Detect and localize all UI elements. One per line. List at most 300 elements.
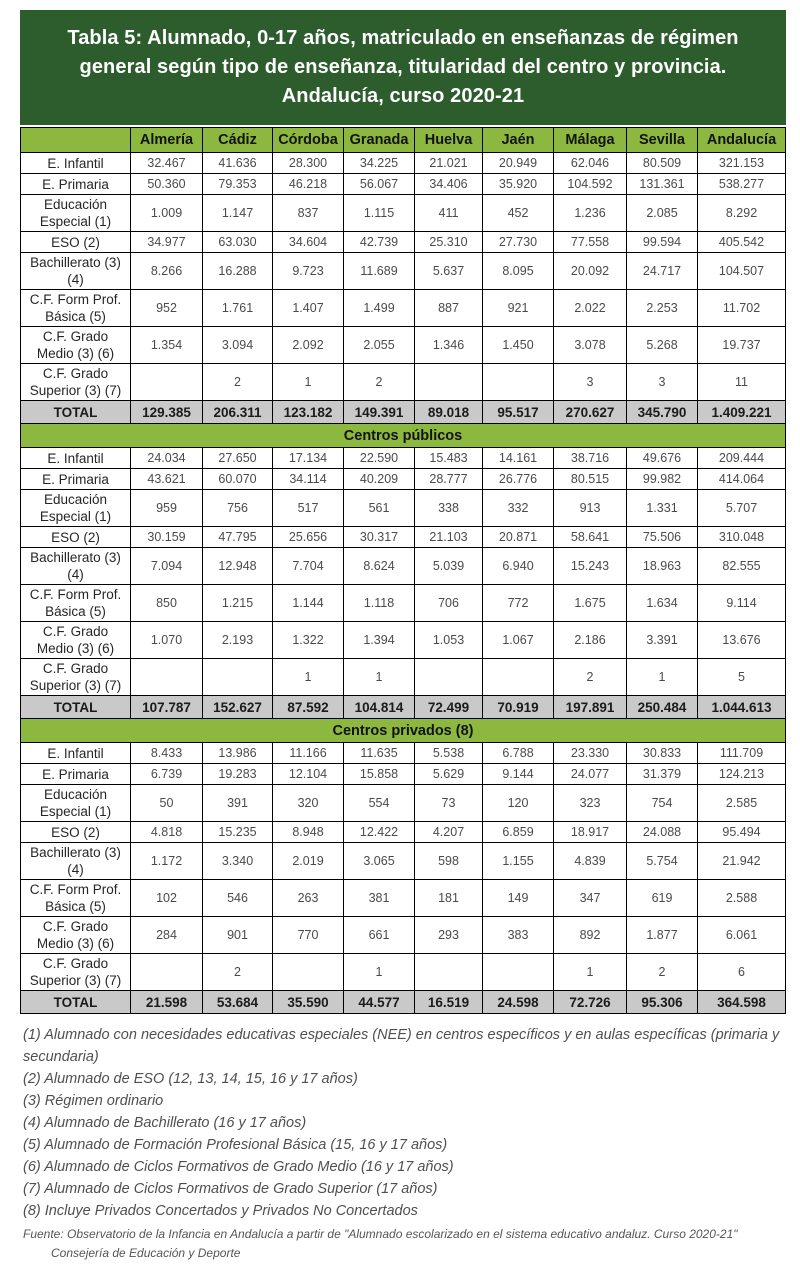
total-label: TOTAL <box>21 991 131 1014</box>
value-cell: 12.422 <box>344 822 415 843</box>
footnote: (6) Alumnado de Ciclos Formativos de Grado Medio (16 y 17 años) <box>23 1159 454 1176</box>
value-cell: 24.077 <box>554 764 627 785</box>
value-cell: 7.704 <box>273 548 344 585</box>
value-cell: 2 <box>554 659 627 696</box>
row-label: ESO (2) <box>21 527 131 548</box>
value-cell: 1.172 <box>131 843 203 880</box>
value-cell: 11.166 <box>273 743 344 764</box>
total-label: TOTAL <box>21 696 131 719</box>
value-cell: 18.917 <box>554 822 627 843</box>
value-cell: 28.300 <box>273 153 344 174</box>
value-cell: 405.542 <box>698 232 786 253</box>
value-cell: 2.092 <box>273 327 344 364</box>
value-cell: 11.635 <box>344 743 415 764</box>
table-title: Tabla 5: Alumnado, 0-17 años, matriculado en enseñanzas de régimen general según tipo de enseñanza, titularidad del centro y provincia. Andalucía, curso 2020-21 <box>20 10 786 125</box>
value-cell: 4.818 <box>131 822 203 843</box>
value-cell: 1.144 <box>273 585 344 622</box>
value-cell: 34.977 <box>131 232 203 253</box>
value-cell: 95.494 <box>698 822 786 843</box>
footnote: (8) Incluye Privados Concertados y Privados No Concertados <box>23 1203 418 1220</box>
value-cell <box>483 954 554 991</box>
value-cell <box>273 954 344 991</box>
table-row <box>21 490 786 527</box>
row-label: Bachillerato (3) (4) <box>21 548 131 585</box>
table-row <box>21 174 786 195</box>
total-value-cell: 95.306 <box>627 991 698 1014</box>
value-cell <box>483 364 554 401</box>
table-row <box>21 622 786 659</box>
value-cell: 321.153 <box>698 153 786 174</box>
value-cell: 5.268 <box>627 327 698 364</box>
value-cell: 1.346 <box>415 327 483 364</box>
row-label: E. Infantil <box>21 743 131 764</box>
footnotes <box>20 1024 786 1222</box>
table-row <box>21 917 786 954</box>
value-cell <box>415 659 483 696</box>
value-cell: 82.555 <box>698 548 786 585</box>
column-header: Andalucía <box>698 128 786 153</box>
value-cell: 24.717 <box>627 253 698 290</box>
value-cell: 13.986 <box>203 743 273 764</box>
total-value-cell: 53.684 <box>203 991 273 1014</box>
value-cell: 383 <box>483 917 554 954</box>
value-cell: 5.629 <box>415 764 483 785</box>
table-head <box>21 128 786 153</box>
value-cell: 21.942 <box>698 843 786 880</box>
value-cell: 30.159 <box>131 527 203 548</box>
row-label: E. Infantil <box>21 448 131 469</box>
row-label: ESO (2) <box>21 232 131 253</box>
total-value-cell: 70.919 <box>483 696 554 719</box>
column-header: Córdoba <box>273 128 344 153</box>
value-cell: 263 <box>273 880 344 917</box>
value-cell: 9.144 <box>483 764 554 785</box>
value-cell: 3.340 <box>203 843 273 880</box>
value-cell: 517 <box>273 490 344 527</box>
value-cell: 99.594 <box>627 232 698 253</box>
value-cell <box>131 954 203 991</box>
column-header: Málaga <box>554 128 627 153</box>
table-row <box>21 764 786 785</box>
row-label: Bachillerato (3) (4) <box>21 843 131 880</box>
row-label: C.F. Form Prof. Básica (5) <box>21 880 131 917</box>
table-row <box>21 364 786 401</box>
value-cell: 63.030 <box>203 232 273 253</box>
value-cell: 209.444 <box>698 448 786 469</box>
total-value-cell: 206.311 <box>203 401 273 424</box>
value-cell: 5.637 <box>415 253 483 290</box>
value-cell: 34.406 <box>415 174 483 195</box>
value-cell: 104.507 <box>698 253 786 290</box>
value-cell: 8.095 <box>483 253 554 290</box>
total-label: TOTAL <box>21 401 131 424</box>
value-cell: 1.331 <box>627 490 698 527</box>
value-cell: 561 <box>344 490 415 527</box>
value-cell: 28.777 <box>415 469 483 490</box>
value-cell: 18.963 <box>627 548 698 585</box>
footnote: (3) Régimen ordinario <box>23 1093 164 1110</box>
value-cell: 6.061 <box>698 917 786 954</box>
value-cell: 347 <box>554 880 627 917</box>
value-cell: 1.394 <box>344 622 415 659</box>
value-cell: 1.877 <box>627 917 698 954</box>
value-cell: 8.266 <box>131 253 203 290</box>
value-cell: 837 <box>273 195 344 232</box>
value-cell: 6.739 <box>131 764 203 785</box>
footnote: (4) Alumnado de Bachillerato (16 y 17 años) <box>23 1115 307 1132</box>
value-cell: 43.621 <box>131 469 203 490</box>
value-cell: 20.871 <box>483 527 554 548</box>
value-cell: 50 <box>131 785 203 822</box>
value-cell: 111.709 <box>698 743 786 764</box>
row-label: C.F. Grado Medio (3) (6) <box>21 327 131 364</box>
column-header: Almería <box>131 128 203 153</box>
value-cell: 2.019 <box>273 843 344 880</box>
total-value-cell: 104.814 <box>344 696 415 719</box>
value-cell: 102 <box>131 880 203 917</box>
value-cell: 25.310 <box>415 232 483 253</box>
value-cell: 34.604 <box>273 232 344 253</box>
row-label: C.F. Grado Medio (3) (6) <box>21 917 131 954</box>
row-label: Educación Especial (1) <box>21 785 131 822</box>
value-cell: 42.739 <box>344 232 415 253</box>
value-cell: 19.737 <box>698 327 786 364</box>
value-cell: 17.134 <box>273 448 344 469</box>
value-cell: 310.048 <box>698 527 786 548</box>
row-label: C.F. Grado Superior (3) (7) <box>21 364 131 401</box>
total-value-cell: 44.577 <box>344 991 415 1014</box>
table-row <box>21 253 786 290</box>
value-cell: 8.948 <box>273 822 344 843</box>
value-cell: 1.450 <box>483 327 554 364</box>
table-row <box>21 743 786 764</box>
value-cell: 1.053 <box>415 622 483 659</box>
value-cell: 31.379 <box>627 764 698 785</box>
value-cell: 1.070 <box>131 622 203 659</box>
row-label: Bachillerato (3) (4) <box>21 253 131 290</box>
table-body <box>21 153 786 1014</box>
value-cell: 452 <box>483 195 554 232</box>
total-value-cell: 95.517 <box>483 401 554 424</box>
table-row <box>21 822 786 843</box>
value-cell: 1.118 <box>344 585 415 622</box>
value-cell: 338 <box>415 490 483 527</box>
total-value-cell: 129.385 <box>131 401 203 424</box>
value-cell: 181 <box>415 880 483 917</box>
value-cell: 27.650 <box>203 448 273 469</box>
value-cell: 1 <box>273 364 344 401</box>
value-cell: 73 <box>415 785 483 822</box>
value-cell <box>415 954 483 991</box>
section-header: Centros públicos <box>21 424 786 448</box>
value-cell: 3.078 <box>554 327 627 364</box>
table-row <box>21 195 786 232</box>
value-cell: 1 <box>554 954 627 991</box>
table-row <box>21 659 786 696</box>
value-cell: 1.009 <box>131 195 203 232</box>
row-label: C.F. Grado Medio (3) (6) <box>21 622 131 659</box>
value-cell: 892 <box>554 917 627 954</box>
value-cell: 411 <box>415 195 483 232</box>
table-row <box>21 327 786 364</box>
value-cell: 3.094 <box>203 327 273 364</box>
value-cell: 75.506 <box>627 527 698 548</box>
total-value-cell: 1.409.221 <box>698 401 786 424</box>
value-cell: 12.104 <box>273 764 344 785</box>
source-note: Fuente: Observatorio de la Infancia en Andalucía a partir de "Alumnado escolarizado en el sistema educativo andaluz. Curso 2020-21" Consejería de Educación y Deporte <box>23 1227 738 1260</box>
row-label: E. Infantil <box>21 153 131 174</box>
value-cell: 538.277 <box>698 174 786 195</box>
table-row <box>21 153 786 174</box>
value-cell: 5.707 <box>698 490 786 527</box>
table-row <box>21 785 786 822</box>
value-cell: 4.839 <box>554 843 627 880</box>
value-cell: 27.730 <box>483 232 554 253</box>
value-cell: 60.070 <box>203 469 273 490</box>
value-cell: 38.716 <box>554 448 627 469</box>
value-cell: 959 <box>131 490 203 527</box>
value-cell: 1.067 <box>483 622 554 659</box>
value-cell: 22.590 <box>344 448 415 469</box>
total-value-cell: 87.592 <box>273 696 344 719</box>
value-cell: 2.055 <box>344 327 415 364</box>
value-cell: 124.213 <box>698 764 786 785</box>
value-cell: 50.360 <box>131 174 203 195</box>
value-cell: 619 <box>627 880 698 917</box>
value-cell: 4.207 <box>415 822 483 843</box>
value-cell: 14.161 <box>483 448 554 469</box>
row-label: E. Primaria <box>21 764 131 785</box>
value-cell <box>415 364 483 401</box>
row-label: C.F. Grado Superior (3) (7) <box>21 954 131 991</box>
footnote: (7) Alumnado de Ciclos Formativos de Grado Superior (17 años) <box>23 1181 438 1198</box>
corner-cell <box>21 128 131 153</box>
row-label: Educación Especial (1) <box>21 490 131 527</box>
footnote: (1) Alumnado con necesidades educativas especiales (NEE) en centros específicos y en aulas específicas (primaria y secundaria) <box>23 1027 780 1066</box>
value-cell: 20.949 <box>483 153 554 174</box>
value-cell: 770 <box>273 917 344 954</box>
value-cell: 1.147 <box>203 195 273 232</box>
value-cell: 11 <box>698 364 786 401</box>
value-cell: 49.676 <box>627 448 698 469</box>
value-cell: 7.094 <box>131 548 203 585</box>
total-value-cell: 72.726 <box>554 991 627 1014</box>
value-cell: 34.114 <box>273 469 344 490</box>
value-cell: 8.624 <box>344 548 415 585</box>
value-cell: 77.558 <box>554 232 627 253</box>
value-cell: 2.588 <box>698 880 786 917</box>
row-label: ESO (2) <box>21 822 131 843</box>
value-cell <box>203 659 273 696</box>
value-cell: 21.021 <box>415 153 483 174</box>
table-row <box>21 548 786 585</box>
total-value-cell: 107.787 <box>131 696 203 719</box>
value-cell: 2.253 <box>627 290 698 327</box>
value-cell: 21.103 <box>415 527 483 548</box>
value-cell: 1.155 <box>483 843 554 880</box>
value-cell: 391 <box>203 785 273 822</box>
value-cell: 41.636 <box>203 153 273 174</box>
section-header-row <box>21 424 786 448</box>
value-cell: 26.776 <box>483 469 554 490</box>
value-cell: 35.920 <box>483 174 554 195</box>
value-cell: 80.509 <box>627 153 698 174</box>
value-cell: 1.215 <box>203 585 273 622</box>
value-cell: 30.317 <box>344 527 415 548</box>
column-header: Cádiz <box>203 128 273 153</box>
value-cell: 1.115 <box>344 195 415 232</box>
row-label: C.F. Form Prof. Básica (5) <box>21 585 131 622</box>
total-value-cell: 89.018 <box>415 401 483 424</box>
value-cell: 756 <box>203 490 273 527</box>
value-cell: 2.585 <box>698 785 786 822</box>
value-cell: 546 <box>203 880 273 917</box>
value-cell: 754 <box>627 785 698 822</box>
value-cell: 2 <box>203 364 273 401</box>
value-cell <box>131 659 203 696</box>
value-cell: 2.186 <box>554 622 627 659</box>
value-cell: 58.641 <box>554 527 627 548</box>
total-value-cell: 152.627 <box>203 696 273 719</box>
value-cell <box>483 659 554 696</box>
value-cell: 772 <box>483 585 554 622</box>
total-value-cell: 364.598 <box>698 991 786 1014</box>
total-value-cell: 345.790 <box>627 401 698 424</box>
table-row <box>21 585 786 622</box>
value-cell: 414.064 <box>698 469 786 490</box>
value-cell: 1.499 <box>344 290 415 327</box>
value-cell: 9.114 <box>698 585 786 622</box>
value-cell: 25.656 <box>273 527 344 548</box>
value-cell: 34.225 <box>344 153 415 174</box>
row-label: E. Primaria <box>21 469 131 490</box>
value-cell: 8.292 <box>698 195 786 232</box>
value-cell: 1 <box>627 659 698 696</box>
table-row <box>21 843 786 880</box>
total-value-cell: 123.182 <box>273 401 344 424</box>
table-row <box>21 290 786 327</box>
value-cell: 9.723 <box>273 253 344 290</box>
value-cell: 6.940 <box>483 548 554 585</box>
value-cell: 19.283 <box>203 764 273 785</box>
value-cell: 13.676 <box>698 622 786 659</box>
value-cell: 80.515 <box>554 469 627 490</box>
total-value-cell: 197.891 <box>554 696 627 719</box>
statistics-table <box>20 127 786 1014</box>
total-value-cell: 16.519 <box>415 991 483 1014</box>
value-cell: 3.391 <box>627 622 698 659</box>
value-cell: 62.046 <box>554 153 627 174</box>
value-cell: 2.085 <box>627 195 698 232</box>
value-cell: 30.833 <box>627 743 698 764</box>
value-cell: 887 <box>415 290 483 327</box>
footnote: (2) Alumnado de ESO (12, 13, 14, 15, 16 y 17 años) <box>23 1071 358 1088</box>
value-cell: 554 <box>344 785 415 822</box>
value-cell: 47.795 <box>203 527 273 548</box>
section-header: Centros privados (8) <box>21 719 786 743</box>
value-cell <box>131 364 203 401</box>
row-label: C.F. Grado Superior (3) (7) <box>21 659 131 696</box>
value-cell: 12.948 <box>203 548 273 585</box>
value-cell: 120 <box>483 785 554 822</box>
value-cell: 56.067 <box>344 174 415 195</box>
row-label: Educación Especial (1) <box>21 195 131 232</box>
column-header: Sevilla <box>627 128 698 153</box>
value-cell: 79.353 <box>203 174 273 195</box>
column-header: Jaén <box>483 128 554 153</box>
value-cell: 5.754 <box>627 843 698 880</box>
value-cell: 16.288 <box>203 253 273 290</box>
value-cell: 901 <box>203 917 273 954</box>
value-cell: 104.592 <box>554 174 627 195</box>
header-row <box>21 128 786 153</box>
table-row <box>21 954 786 991</box>
value-cell: 661 <box>344 917 415 954</box>
value-cell: 1.407 <box>273 290 344 327</box>
value-cell: 15.243 <box>554 548 627 585</box>
total-value-cell: 24.598 <box>483 991 554 1014</box>
column-header: Granada <box>344 128 415 153</box>
value-cell: 1 <box>344 954 415 991</box>
total-value-cell: 1.044.613 <box>698 696 786 719</box>
value-cell: 2 <box>344 364 415 401</box>
value-cell: 323 <box>554 785 627 822</box>
value-cell: 6 <box>698 954 786 991</box>
total-value-cell: 250.484 <box>627 696 698 719</box>
total-value-cell: 35.590 <box>273 991 344 1014</box>
value-cell: 1.634 <box>627 585 698 622</box>
value-cell: 1.322 <box>273 622 344 659</box>
value-cell: 284 <box>131 917 203 954</box>
value-cell: 3.065 <box>344 843 415 880</box>
value-cell: 2.022 <box>554 290 627 327</box>
value-cell: 1.236 <box>554 195 627 232</box>
table-row <box>21 527 786 548</box>
value-cell: 6.859 <box>483 822 554 843</box>
column-header: Huelva <box>415 128 483 153</box>
value-cell: 149 <box>483 880 554 917</box>
value-cell: 11.702 <box>698 290 786 327</box>
value-cell: 1.761 <box>203 290 273 327</box>
value-cell: 131.361 <box>627 174 698 195</box>
table-row <box>21 880 786 917</box>
value-cell: 2 <box>203 954 273 991</box>
total-row <box>21 991 786 1014</box>
total-value-cell: 72.499 <box>415 696 483 719</box>
value-cell: 293 <box>415 917 483 954</box>
value-cell: 913 <box>554 490 627 527</box>
value-cell: 921 <box>483 290 554 327</box>
value-cell: 1 <box>344 659 415 696</box>
total-row <box>21 401 786 424</box>
value-cell: 24.034 <box>131 448 203 469</box>
value-cell: 99.982 <box>627 469 698 490</box>
value-cell: 5 <box>698 659 786 696</box>
value-cell: 20.092 <box>554 253 627 290</box>
value-cell: 1 <box>273 659 344 696</box>
value-cell: 15.235 <box>203 822 273 843</box>
value-cell: 381 <box>344 880 415 917</box>
value-cell: 8.433 <box>131 743 203 764</box>
value-cell: 46.218 <box>273 174 344 195</box>
value-cell: 23.330 <box>554 743 627 764</box>
value-cell: 332 <box>483 490 554 527</box>
value-cell: 952 <box>131 290 203 327</box>
total-value-cell: 270.627 <box>554 401 627 424</box>
row-label: C.F. Form Prof. Básica (5) <box>21 290 131 327</box>
value-cell: 6.788 <box>483 743 554 764</box>
value-cell: 5.538 <box>415 743 483 764</box>
